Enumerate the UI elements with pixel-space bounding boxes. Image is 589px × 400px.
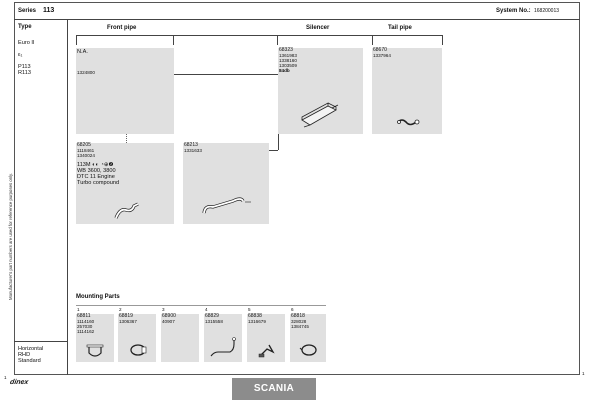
- page-left-number: 1: [4, 375, 7, 380]
- mounting-item-2[interactable]: [118, 307, 156, 362]
- mounting-item-5[interactable]: [247, 307, 285, 362]
- series-value: 113: [43, 7, 55, 14]
- u-bolt-clamp-icon: [86, 342, 104, 360]
- tick-1: [76, 35, 77, 45]
- tail-pipe-icon: [396, 116, 420, 130]
- fp2-connector-h: [269, 150, 278, 151]
- na-label: N.A.: [77, 49, 88, 55]
- tail-pipe-code: 68670: [373, 47, 387, 53]
- silencer-code: 68323: [279, 47, 293, 53]
- mounting-index-6: 6: [291, 307, 294, 312]
- mounting-index-3: 3: [162, 307, 165, 312]
- front-pipe-2-icon: [199, 191, 255, 219]
- mounting-item-6[interactable]: [290, 307, 326, 362]
- mounting-code-2: 68819: [119, 313, 133, 319]
- mounting-ref-2a: 1306367: [119, 319, 137, 324]
- silencer-ref-3: 1303509: [279, 63, 297, 68]
- dinex-logo: dinex: [9, 379, 29, 386]
- page-right-number: 1: [582, 371, 585, 376]
- hanger-rod-icon: [208, 336, 238, 360]
- front-pipe-header: Front pipe: [107, 25, 137, 31]
- mounting-title: Mounting Parts: [76, 294, 120, 300]
- emission-mark: ε₁: [18, 52, 23, 58]
- front-pipe-2-box[interactable]: [183, 143, 269, 224]
- mounting-ref-1b: 257030: [77, 324, 93, 329]
- clamp-icon: [299, 342, 319, 358]
- sidebar-bottom-divider: [14, 341, 67, 342]
- silencer-ref-2: 1338160: [279, 58, 297, 63]
- front-pipe-1-ref-2: 1340024: [77, 153, 95, 158]
- mounting-item-4[interactable]: [204, 307, 242, 362]
- mounting-code-3: 68900: [162, 313, 176, 319]
- mounting-ref-4a: 1315558: [205, 319, 223, 324]
- header-divider: [14, 19, 580, 20]
- mounting-divider: [76, 305, 326, 306]
- model-p113: P113: [18, 64, 31, 70]
- bracket-icon: [257, 340, 277, 360]
- silencer-icon: [298, 98, 342, 128]
- tail-pipe-header: Tail pipe: [388, 25, 412, 31]
- mounting-code-6: 68818: [291, 313, 305, 319]
- mounting-ref-1a: 1114160: [77, 319, 95, 324]
- mounting-ref-1c: 1114162: [77, 329, 95, 334]
- front-pipe-1-detail-2: WB 3600, 3800: [77, 168, 116, 174]
- orientation-rhd: RHD: [18, 352, 31, 358]
- mounting-code-5: 68838: [248, 313, 262, 319]
- front-pipe-1-detail-1: 113M ◐◐ ◔⊕❷: [77, 162, 114, 168]
- series-label: Series: [18, 8, 37, 14]
- vertical-disclaimer: Manufacturer's part numbers are used for reference purposes only.: [8, 172, 13, 300]
- front-pipe-2-code: 68213: [184, 142, 198, 148]
- front-pipe-1-detail-3: DTC 11 Engine: [77, 174, 115, 180]
- silencer-ref-1: 1361983: [279, 53, 297, 58]
- mounting-code-4: 68829: [205, 313, 219, 319]
- mounting-ref-6a: 328028: [291, 319, 307, 324]
- front-pipe-1-ref-1: 1118461: [77, 148, 95, 153]
- type-label: Type: [18, 24, 32, 30]
- mounting-code-1: 68811: [77, 313, 91, 319]
- mounting-index-2: 2: [119, 307, 122, 312]
- front-pipe-1-detail-4: Turbo compound: [77, 180, 120, 186]
- na-silencer-connector: [174, 74, 278, 75]
- tick-5: [442, 35, 443, 45]
- mounting-index-4: 4: [205, 307, 208, 312]
- silencer-extra: 84db: [279, 68, 290, 73]
- tick-2: [173, 35, 174, 45]
- mounting-ref-5a: 1316679: [248, 319, 266, 324]
- front-pipe-1-icon: [112, 198, 144, 222]
- tail-pipe-box[interactable]: [372, 48, 442, 134]
- tick-4: [372, 35, 373, 45]
- tail-pipe-ref: 1337964: [373, 53, 391, 58]
- silencer-header: Silencer: [306, 25, 330, 31]
- front-pipe-2-ref: 1331633: [184, 148, 202, 153]
- system-label: System No.:: [496, 8, 531, 14]
- orientation-horizontal: Horizontal: [18, 346, 44, 352]
- header-underline: [76, 35, 442, 36]
- band-clamp-icon: [128, 342, 148, 358]
- system-value: 168200013: [534, 7, 560, 14]
- mounting-ref-6b: 1384745: [291, 324, 309, 329]
- orientation-standard: Standard: [18, 358, 41, 364]
- mounting-index-5: 5: [248, 307, 251, 312]
- silencer-box[interactable]: [278, 48, 363, 134]
- mounting-item-3[interactable]: [161, 307, 199, 362]
- dotted-connector: [126, 134, 127, 143]
- sidebar-divider: [67, 19, 68, 375]
- brand-footer: SCANIA: [232, 378, 316, 400]
- front-pipe-1-code: 68205: [77, 142, 91, 148]
- na-box[interactable]: [76, 48, 174, 134]
- tick-3: [277, 35, 278, 45]
- front-pipe-1-box[interactable]: [76, 143, 174, 224]
- na-number: 1324800: [77, 70, 95, 75]
- mounting-index-1: 1: [77, 307, 80, 312]
- fp2-connector-v: [278, 134, 279, 150]
- mounting-ref-3a: 40907: [162, 319, 175, 324]
- model-r113: R113: [18, 70, 31, 76]
- mounting-item-1[interactable]: [76, 307, 114, 362]
- euro-label: Euro II: [18, 40, 35, 46]
